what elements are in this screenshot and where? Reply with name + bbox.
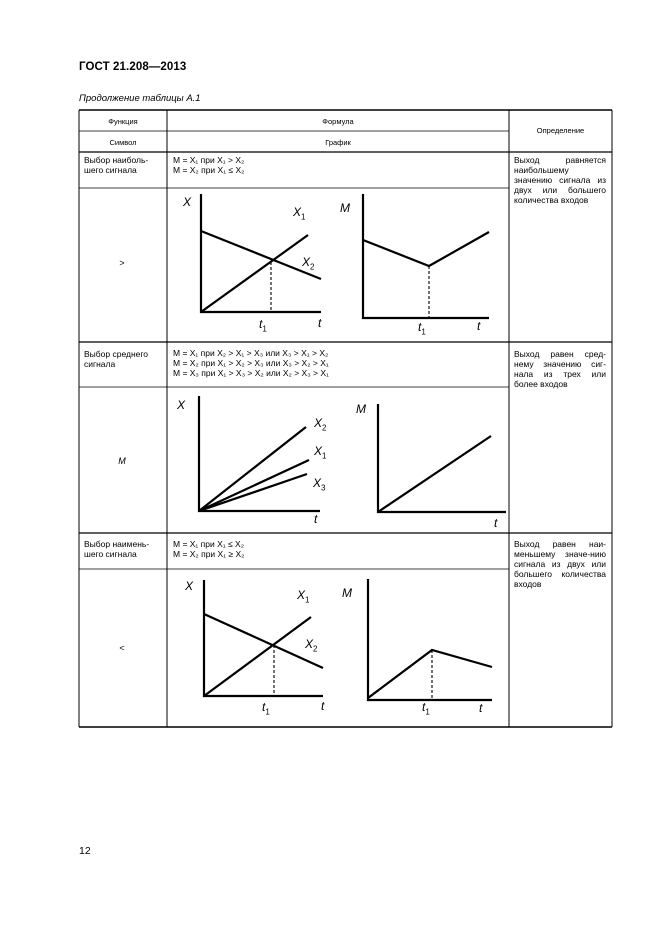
axis-tick-t1: $t_1$ (418, 320, 426, 337)
formula-line: M = X₃ при X₁ > X₃ > X₂ или X₂ > X₃ > X₁ (173, 368, 329, 378)
series-label: $X_1$ (297, 588, 310, 605)
axis-label-y: X (177, 398, 186, 412)
function-symbol: > (119, 258, 125, 268)
series-label: $X_2$ (314, 416, 327, 433)
page-number: 12 (79, 845, 91, 857)
table-continuation-caption: Продолжение таблицы А.1 (79, 93, 201, 104)
function-symbol: M (118, 456, 126, 466)
series-label: $X_1$ (314, 444, 327, 461)
formula-line: M = X₁ при X₁ > X₂ (173, 155, 245, 165)
line-output (368, 650, 492, 698)
axis-label-x: t (479, 701, 483, 715)
definition-cell: Выход равен наи-меньшему значе-нию сигнала из двух или большего количества входов (514, 539, 606, 589)
document-header: ГОСТ 21.208—2013 (79, 61, 187, 73)
formula-line: M = X₂ при X₁ > X₂ > X₃ или X₃ > X₂ > X₁ (173, 358, 329, 368)
axis-label-y: X (185, 579, 194, 593)
axis-label-x: t (494, 516, 498, 530)
header-function: Функция (108, 117, 138, 126)
line-x1 (204, 617, 311, 696)
function-name: Выбор наиболь-шего сигнала (84, 155, 149, 175)
function-name: Выбор наимень-шего сигнала (84, 539, 150, 559)
series-label: $X_2$ (305, 637, 318, 654)
formula-line: M = X₁ при X₂ > X₁ > X₃ или X₃ > X₁ > X₂ (173, 348, 329, 358)
axis-tick-t1: $t_1$ (262, 700, 270, 717)
definition-cell: Выход равен сред-нему значению сиг-нала из трех или более входов (514, 349, 606, 389)
axis-label-y: M (342, 586, 352, 600)
axis-label-x: t (321, 699, 325, 713)
series-label: $X_2$ (302, 255, 315, 272)
formula-line: M = X₁ при X₁ ≤ X₂ (173, 539, 245, 549)
axis-label-x: t (314, 512, 318, 526)
header-definition: Определение (536, 126, 585, 135)
header-symbol: Символ (109, 138, 137, 147)
axis-label-y: M (356, 402, 366, 416)
definition-cell: Выход равняется наибольшему значению сигнала из двух или большего количества входов (514, 155, 606, 205)
header-formula: Формула (322, 117, 354, 126)
axis-label-x: t (477, 319, 481, 333)
formula-line: M = X₂ при X₁ ≥ X₂ (173, 549, 245, 559)
axis-label-y: M (340, 201, 350, 215)
series-label: $X_1$ (293, 205, 306, 222)
axis-tick-t1: $t_1$ (422, 700, 430, 717)
axis-tick-t1: $t_1$ (259, 317, 267, 334)
function-symbol: < (119, 643, 125, 653)
function-name: Выбор среднего сигнала (84, 349, 149, 369)
header-graph: График (325, 138, 351, 147)
series-label: $X_3$ (313, 476, 326, 493)
formula-line: M = X₂ при X₁ ≤ X₂ (173, 165, 245, 175)
axis-label-x: t (318, 316, 322, 330)
axis-label-y: X (183, 195, 192, 209)
axis (368, 579, 492, 700)
